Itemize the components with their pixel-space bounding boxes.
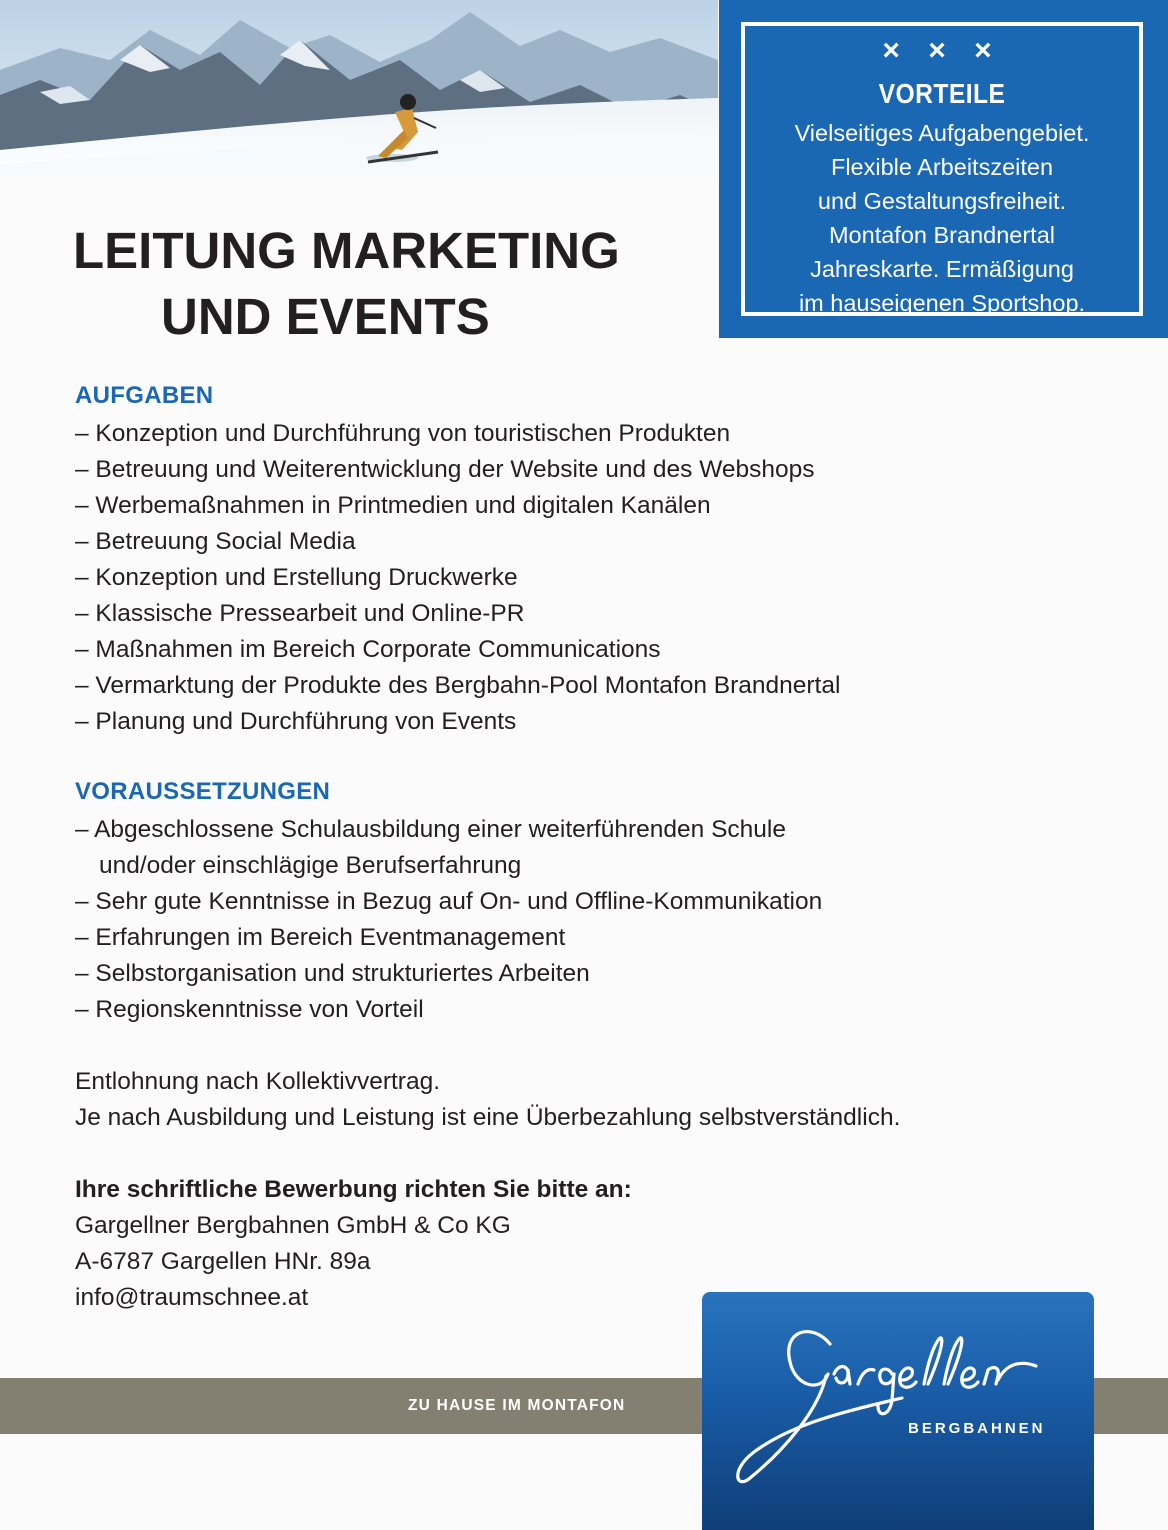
benefit-line: und Gestaltungsfreiheit.: [817, 188, 1067, 214]
benefits-list: [745, 116, 1139, 320]
contact-block: [75, 1172, 632, 1316]
contact-heading: Ihre schriftliche Bewerbung richten Sie bitte an:: [75, 1176, 632, 1203]
benefits-frame: [741, 22, 1143, 316]
requirements-list: [75, 812, 822, 1028]
job-title: [73, 218, 713, 350]
benefit-line: Vielseitiges Aufgabengebiet.: [794, 120, 1090, 146]
hero-photo: [0, 0, 718, 178]
list-item: – Erfahrungen im Bereich Eventmanagement: [75, 924, 566, 951]
list-item: – Betreuung Social Media: [75, 528, 356, 555]
list-item: – Regionskenntnisse von Vorteil: [75, 996, 424, 1023]
salary-info: [75, 1064, 900, 1136]
footer-slogan: ZU HAUSE IM MONTAFON: [408, 1397, 626, 1414]
benefit-line: im hauseigenen Sportshop.: [798, 290, 1086, 316]
cross-marks-icon: × × ×: [882, 34, 1002, 67]
list-item: – Planung und Durchführung von Events: [75, 708, 517, 735]
tasks-heading: AUFGABEN: [75, 382, 214, 409]
salary-line: Entlohnung nach Kollektivvertrag.: [75, 1068, 440, 1095]
contact-email[interactable]: info@traumschnee.at: [75, 1284, 309, 1311]
logo-subtitle: BERGBAHNEN: [908, 1420, 1046, 1437]
benefit-line: Flexible Arbeitszeiten: [830, 154, 1054, 180]
mountain-skier-photo: [0, 0, 718, 178]
list-item: – Werbemaßnahmen in Printmedien und digitalen Kanälen: [75, 492, 711, 519]
benefits-title: VORTEILE: [878, 78, 1006, 109]
list-item: – Konzeption und Durchführung von touristischen Produkten: [75, 420, 731, 447]
list-item: – Abgeschlossene Schulausbildung einer weiterführenden Schule: [75, 816, 786, 843]
job-title-line2: UND EVENTS: [161, 288, 490, 345]
salary-line: Je nach Ausbildung und Leistung ist eine Überbezahlung selbstverständlich.: [75, 1104, 901, 1131]
list-item-continuation: und/oder einschlägige Berufserfahrung: [99, 852, 522, 879]
list-item: – Vermarktung der Produkte des Bergbahn-Pool Montafon Brandnertal: [75, 672, 841, 699]
gargellen-script-icon: [702, 1292, 1094, 1530]
benefit-line: Jahreskarte. Ermäßigung: [810, 256, 1074, 282]
list-item: – Betreuung und Weiterentwicklung der Website und des Webshops: [75, 456, 815, 483]
list-item: – Selbstorganisation und strukturiertes Arbeiten: [75, 960, 590, 987]
job-title-line1: LEITUNG MARKETING: [73, 222, 620, 279]
list-item: – Sehr gute Kenntnisse in Bezug auf On- und Offline-Kommunikation: [75, 888, 823, 915]
list-item: – Klassische Pressearbeit und Online-PR: [75, 600, 525, 627]
tasks-list: [75, 416, 840, 740]
benefits-box: [719, 0, 1168, 338]
company-address: A-6787 Gargellen HNr. 89a: [75, 1248, 371, 1275]
benefit-line: Montafon Brandnertal: [828, 222, 1055, 248]
list-item: – Maßnahmen im Bereich Corporate Communications: [75, 636, 661, 663]
list-item: – Konzeption und Erstellung Druckwerke: [75, 564, 518, 591]
company-name: Gargellner Bergbahnen GmbH & Co KG: [75, 1212, 511, 1239]
gargellen-logo: [702, 1292, 1094, 1530]
requirements-heading: VORAUSSETZUNGEN: [75, 778, 331, 805]
